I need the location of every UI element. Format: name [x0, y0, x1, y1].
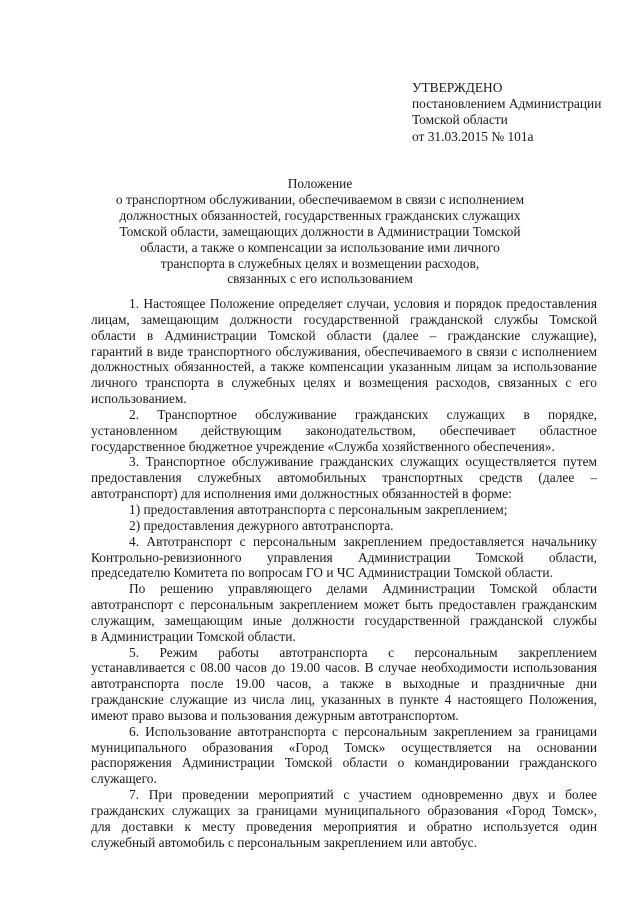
text-line: гражданских служащих за границами муниципального образования «Город Томск», — [91, 803, 597, 818]
text-line: служащим, замещающим иные должности государственной гражданской службы — [91, 612, 597, 628]
approval-line: Томской области — [412, 112, 508, 128]
document-title — [70, 176, 570, 287]
text-line: личного транспорта в служебных целях и возмещения расходов, связанных с его — [91, 375, 597, 391]
text-line: государственное бюджетное учреждение «Служба хозяйственного обеспечения». — [91, 438, 555, 454]
text-line: 2. Транспортное обслуживание гражданских служащих в порядке, — [129, 406, 597, 422]
paragraph-4b — [91, 581, 597, 644]
approval-line: постановлением Администрации — [412, 96, 602, 112]
paragraph-2 — [91, 407, 597, 455]
text-line: 7. При проведении мероприятий с участием одновременно двух и более — [129, 787, 597, 803]
approval-heading: УТВЕРЖДЕНО — [412, 80, 503, 95]
text-line: служебный автомобиль с персональным закреплением или автобус. — [91, 834, 477, 850]
text-line: лицам, замещающим должности государственной гражданской службы Томской — [91, 311, 597, 327]
text-line: 5. Режим работы автотранспорта с персональным закреплением — [129, 644, 597, 660]
text-line: 4. Автотранспорт с персональным закреплением предоставляется начальнику — [129, 533, 597, 549]
title-heading: Положение — [287, 176, 353, 191]
title-line: должностных обязанностей, государственных гражданских служащих — [119, 207, 521, 223]
text-line: устанавливается с 08.00 часов до 19.00 часов. В случае необходимости использования — [91, 660, 597, 676]
paragraph-4 — [91, 534, 597, 582]
text-line: 6. Использование автотранспорта с персональным закреплением за границами — [129, 723, 597, 739]
text-line: в Администрации Томской области. — [91, 628, 296, 644]
text-line: гражданские служащие из числа лиц, указанных в пункте 4 настоящего Положения, — [91, 692, 597, 708]
paragraph-1 — [91, 296, 597, 407]
text-line: имеют право вызова и пользования дежурным автотранспортом. — [91, 707, 459, 723]
paragraph-3 — [91, 454, 597, 502]
text-line: Контрольно-ревизионного управления Администрации Томской области, — [91, 549, 597, 565]
title-line: области, а также о компенсации за использование ими личного — [140, 239, 500, 255]
text-line: для доставки к месту проведения мероприятия и обратно используется один — [91, 818, 597, 834]
text-line: служащего. — [91, 771, 157, 787]
text-line: председателю Комитета по вопросам ГО и ЧС Администрации Томской области. — [91, 565, 553, 581]
paragraph-6 — [91, 724, 597, 787]
text-line: гарантий в виде транспортного обслуживания, обеспечиваемого в связи с исполнением — [91, 343, 597, 359]
title-line: связанных с его использованием — [227, 271, 413, 287]
list-item-2 — [91, 518, 597, 534]
text-line: 1) предоставления автотранспорта с персональным закреплением; — [129, 501, 508, 517]
approval-date: от 31.03.2015 № 101а — [412, 128, 534, 144]
paragraph-5 — [91, 645, 597, 724]
text-line: 2) предоставления дежурного автотранспорта. — [129, 517, 394, 533]
text-line: автотранспорта после 19.00 часов, а также в выходные и праздничные дни — [91, 676, 597, 692]
text-line: По решению управляющего делами Администрации Томской области — [129, 581, 597, 597]
text-line: 3. Транспортное обслуживание гражданских служащих осуществляется путем — [129, 454, 597, 470]
paragraph-7 — [91, 787, 597, 850]
title-line: о транспортном обслуживании, обеспечиваемом в связи с исполнением — [115, 191, 525, 207]
text-line: установленном действующим законодательством, обеспечивает областное — [91, 422, 597, 438]
text-line: 1. Настоящее Положение определяет случаи, условия и порядок предоставления — [129, 296, 597, 311]
title-line: Томской области, замещающих должности в Администрации Томской — [119, 223, 521, 239]
text-line: предоставления служебных автомобильных транспортных средств (далее – — [91, 470, 597, 486]
text-line: должностных обязанностей, а также компенсации указанным лицам за использование — [91, 359, 597, 375]
text-line: области в Администрации Томской области (далее – гражданские служащие), — [91, 327, 597, 343]
document-body — [91, 296, 597, 851]
title-line: транспорта в служебных целях и возмещении расходов, — [160, 255, 480, 271]
text-line: муниципального образования «Город Томск» осуществляется на основании — [91, 739, 597, 755]
text-line: распоряжения Администрации Томской области о командировании гражданского — [91, 755, 597, 771]
text-line: автотранспорт с персональным закреплением может быть предоставлен гражданским — [91, 597, 597, 613]
approval-stamp — [412, 80, 632, 145]
list-item-1 — [91, 502, 597, 518]
text-line: автотранспорт) для исполнения ими должностных обязанностей в форме: — [91, 486, 512, 502]
text-line: использованием. — [91, 391, 187, 407]
